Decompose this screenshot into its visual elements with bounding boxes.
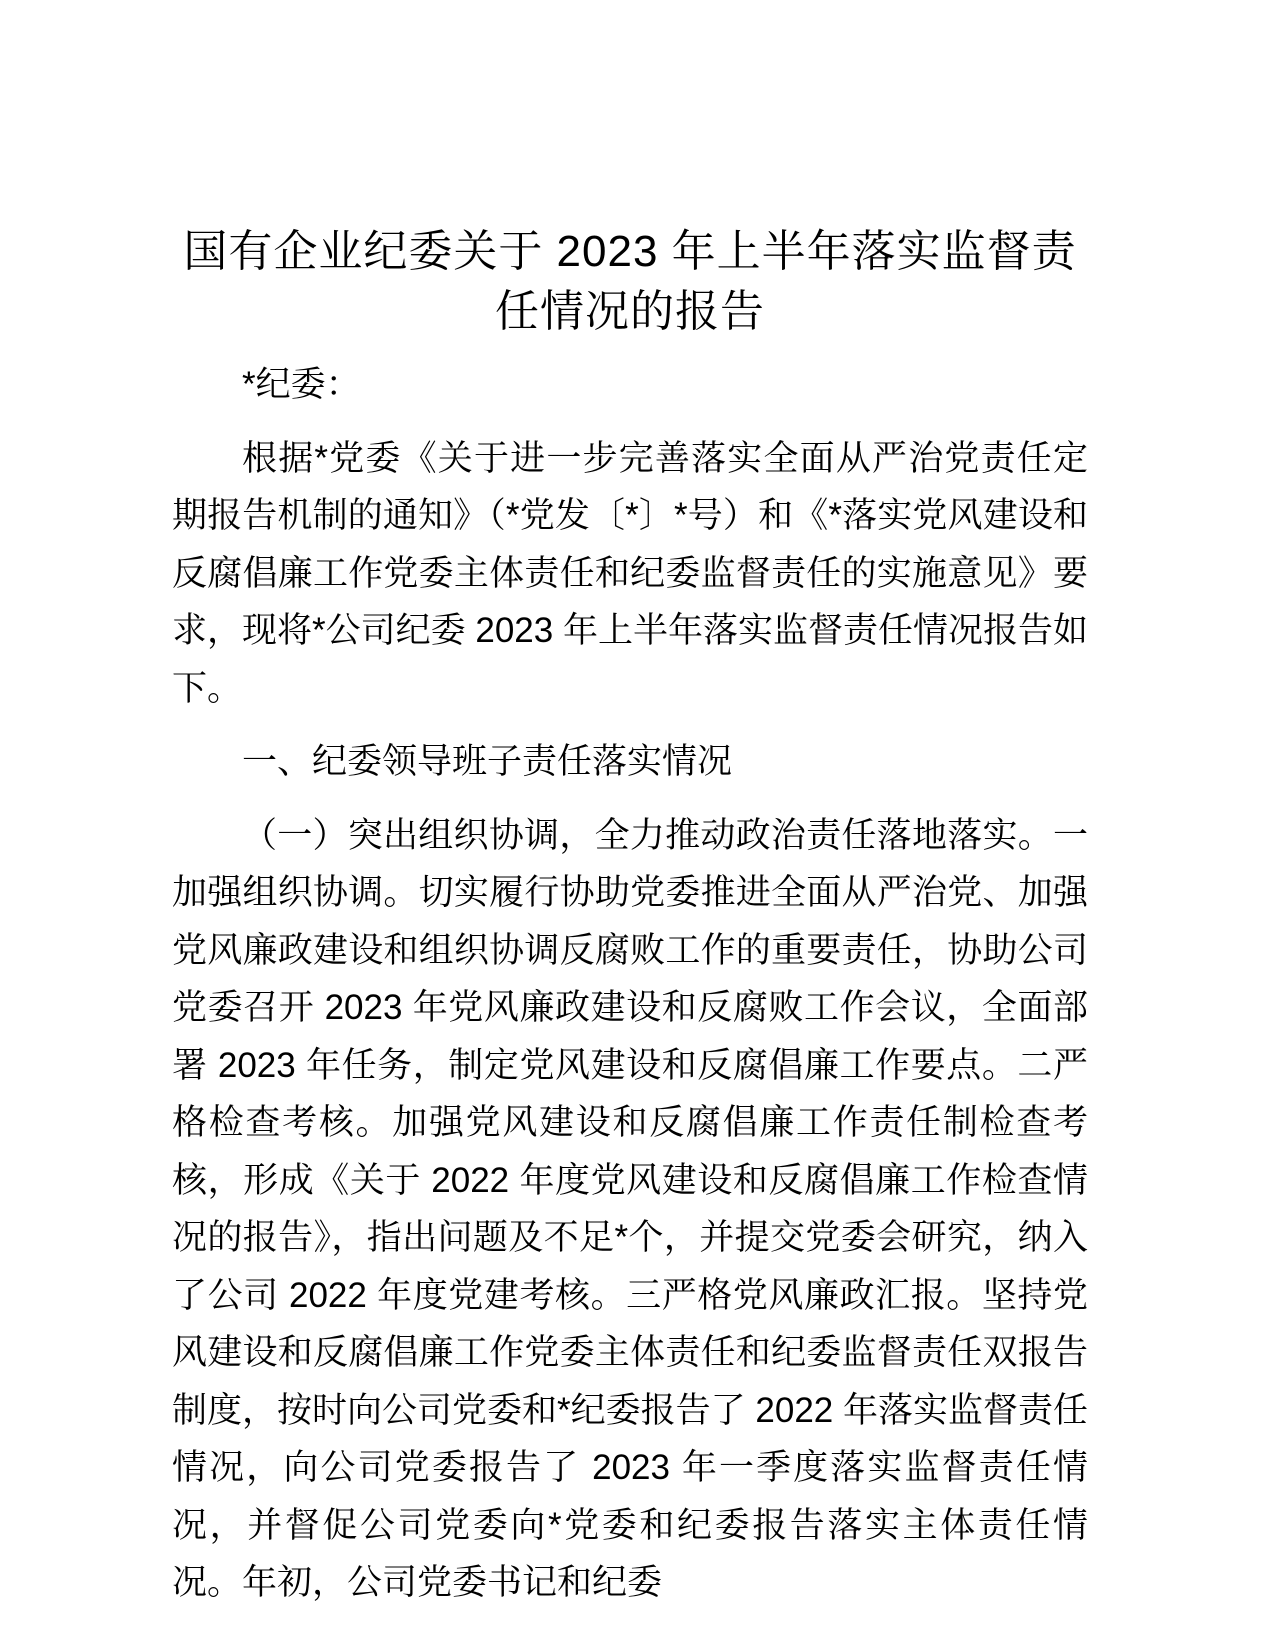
salutation: *纪委： [242,365,361,404]
document-title: 国有企业纪委关于 2023 年上半年落实监督责任情况的报告 [183,227,1077,336]
section-heading-1: 一、纪委领导班子责任落实情况 [242,742,733,781]
document-body [172,356,1088,1612]
paragraph-section-1-1: （一）突出组织协调，全力推动政治责任落地落实。一加强组织协调。切实履行协助党委推进全面从严治党、加强党风廉政建设和组织协调反腐败工作的重要责任，协助公司党委召开 2023 年党风廉政建设和反腐败工作会议，全面部署 2023 年任务，制定党风建设和反腐倡廉工作要点。二严格检查考核。加强党风建设和反腐倡廉工作责任制检查考核，形成《关于 2022 年度党风建设和反腐倡廉工作检查情况的报告》，指出问题及不足*个，并提交党委会研究，纳入了公司 2022 年度党建考核。三严格党风廉政汇报。坚持党风建设和反腐倡廉工作党委主体责任和纪委监督责任双报告制度，按时向公司党委和*纪委报告了 2022 年落实监督责任情况，向公司党委报告了 2023 年一季度落实监督责任情况，并督促公司党委向*党委和纪委报告落实主体责任情况。年初，公司党委书记和纪委 [172,815,1088,1602]
paragraph-basis: 根据*党委《关于进一步完善落实全面从严治党责任定期报告机制的通知》（*党发〔*〕*号）和《*落实党风建设和反腐倡廉工作党委主体责任和纪委监督责任的实施意见》要求，现将*公司纪委 2023 年上半年落实监督责任情况报告如下。 [172,438,1088,708]
